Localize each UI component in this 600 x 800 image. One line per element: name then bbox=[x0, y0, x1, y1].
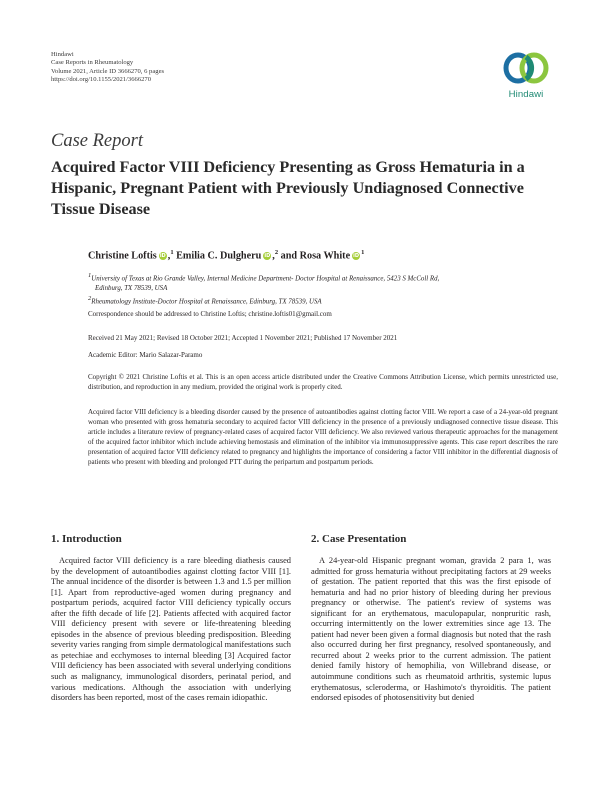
journal-doi[interactable]: https://doi.org/10.1155/2021/3666270 bbox=[51, 76, 152, 84]
copyright-notice: Copyright © 2021 Christine Loftis et al. This is an open access article distributed under the Creative Commons Attribution License, which permits unrestricted use, distribution, and reproduction in any medium, provided the original work is properly cited. bbox=[88, 373, 558, 391]
brand-name: Hindawi bbox=[508, 89, 544, 100]
author-name: Christine Loftis bbox=[88, 250, 157, 262]
affil-line: Rheumatology Institute-Doctor Hospital at Renaissance, Edinburg, TX 78539, USA bbox=[91, 298, 322, 306]
author-name: Rosa White bbox=[299, 250, 351, 262]
correspondence: Correspondence should be addressed to Christine Loftis; christine.loftis01@gmail.com bbox=[88, 310, 332, 318]
section-heading: 2. Case Presentation bbox=[311, 533, 407, 545]
affiliations bbox=[88, 271, 558, 308]
article-type: Case Report bbox=[51, 131, 143, 151]
author-list bbox=[88, 249, 364, 261]
affiliation bbox=[88, 271, 558, 294]
affil-number: 2 bbox=[88, 295, 92, 303]
section-heading: 1. Introduction bbox=[51, 533, 122, 545]
journal-publisher: Hindawi bbox=[51, 51, 74, 58]
journal-volume: Volume 2021, Article ID 3666270, 6 pages bbox=[51, 67, 165, 75]
author-affil-mark: 1 bbox=[361, 249, 365, 256]
author-separator: , bbox=[167, 250, 171, 262]
author-name: Emilia C. Dulgheru bbox=[176, 250, 262, 262]
affil-number: 1 bbox=[88, 272, 92, 279]
orcid-icon[interactable]: iD bbox=[353, 253, 360, 260]
academic-editor: Academic Editor: Mario Salazar-Paramo bbox=[88, 351, 203, 359]
author-separator: , bbox=[272, 250, 275, 262]
article-title: Acquired Factor VIII Deficiency Presenting as Gross Hematuria in a Hispanic, Pregnant Patient with Previously Undiagnosed Connective Tissue Disease bbox=[51, 158, 525, 218]
affiliation bbox=[88, 294, 558, 307]
affil-line: University of Texas at Rio Grande Valley, Internal Medicine Department- Doctor Hospital at Renaissance, 5423 S McColl Rd, bbox=[91, 275, 440, 283]
journal-name: Case Reports in Rheumatology bbox=[51, 59, 134, 67]
hindawi-logo-icon bbox=[500, 48, 552, 88]
abstract: Acquired factor VIII deficiency is a bleeding disorder caused by the presence of autoantibodies against clotting factor VIII. We report a case of a 24-year-old pregnant woman who presented with gross hematuria secondary to acquired factor VIII deficiency in the presence of a previously undiagnosed connective tissue disease. This article includes a literature review of pregnancy-related cases of acquired factor VIII deficiency. We also reviewed various therapeutic approaches for the management of the acquired factor inhibitor which include achieving hemostasis and elimination of the inhibitor via immunosuppressive agents. This case report describes the rare presentation of acquired factor VIII deficiency related to pregnancy and highlights the importance of considering a factor VIII inhibitor in the differential diagnosis of patients who present with bleeding and prolonged PTT during the peripartum and postpartum periods. bbox=[88, 408, 558, 466]
journal-info bbox=[51, 51, 164, 85]
author-affil-mark: 1 bbox=[170, 249, 174, 256]
author-separator: and bbox=[278, 250, 300, 262]
introduction-section bbox=[51, 533, 291, 704]
affil-line: Edinburg, TX 78539, USA bbox=[95, 285, 168, 293]
section-body: A 24-year-old Hispanic pregnant woman, gravida 2 para 1, was admitted for gross hematuria without precipitating factors at 29 weeks of gestation. The patient reported that this was the first episode of hematuria and had no prior history of bleeding during her previous pregnancy or otherwise. The patient's review of systems was significant for an erythematous, maculopapular, nonpruritic rash, occurring intermittently on the lower extremities since age 13. The patient had never been given a formal diagnosis but noted that the rash also occurred during her first pregnancy, resolved spontaneously, and recurred about 2 weeks prior to the current admission. The patient denied family history of hemophilia, von Willebrand disease, or autoimmune conditions such as rheumatoid arthritis, systemic lupus erythematosus, scleroderma, or Hashimoto's thyroiditis. The patient endorsed episodes of photosensitivity but denied bbox=[311, 556, 551, 703]
case-presentation-section bbox=[311, 533, 551, 704]
orcid-icon[interactable]: iD bbox=[159, 253, 166, 260]
section-body: Acquired factor VIII deficiency is a rare bleeding diathesis caused by the development of autoantibodies against clotting factor VIII [1]. The annual incidence of the disorder is between 1.3 and 1.5 per million [1]. Apart from reproductive-aged women during pregnancy and postpartum periods, acquired factor VIII deficiency typically occurs after the fifth decade of life [2]. Patients affected with acquired factor VIII deficiency present with severe or life-threatening bleeding episodes in the absence of previous bleeding predisposition. Bleeding severity varies ranging from simple dermatological manifestations such as petechiae and ecchymoses to internal bleeding [3] Acquired factor VIII deficiency has been associated with several underlying conditions such as malignancy, immunological disorders, perinatal period, and various medications. Although the association with underlying disorders has been reported, most of the cases remain idiopathic. bbox=[51, 556, 291, 703]
publication-dates: Received 21 May 2021; Revised 18 October 2021; Accepted 1 November 2021; Published 17 November 2021 bbox=[88, 334, 398, 342]
orcid-icon[interactable]: iD bbox=[264, 253, 271, 260]
author-affil-mark: 2 bbox=[274, 249, 279, 256]
hindawi-brand bbox=[496, 48, 556, 100]
